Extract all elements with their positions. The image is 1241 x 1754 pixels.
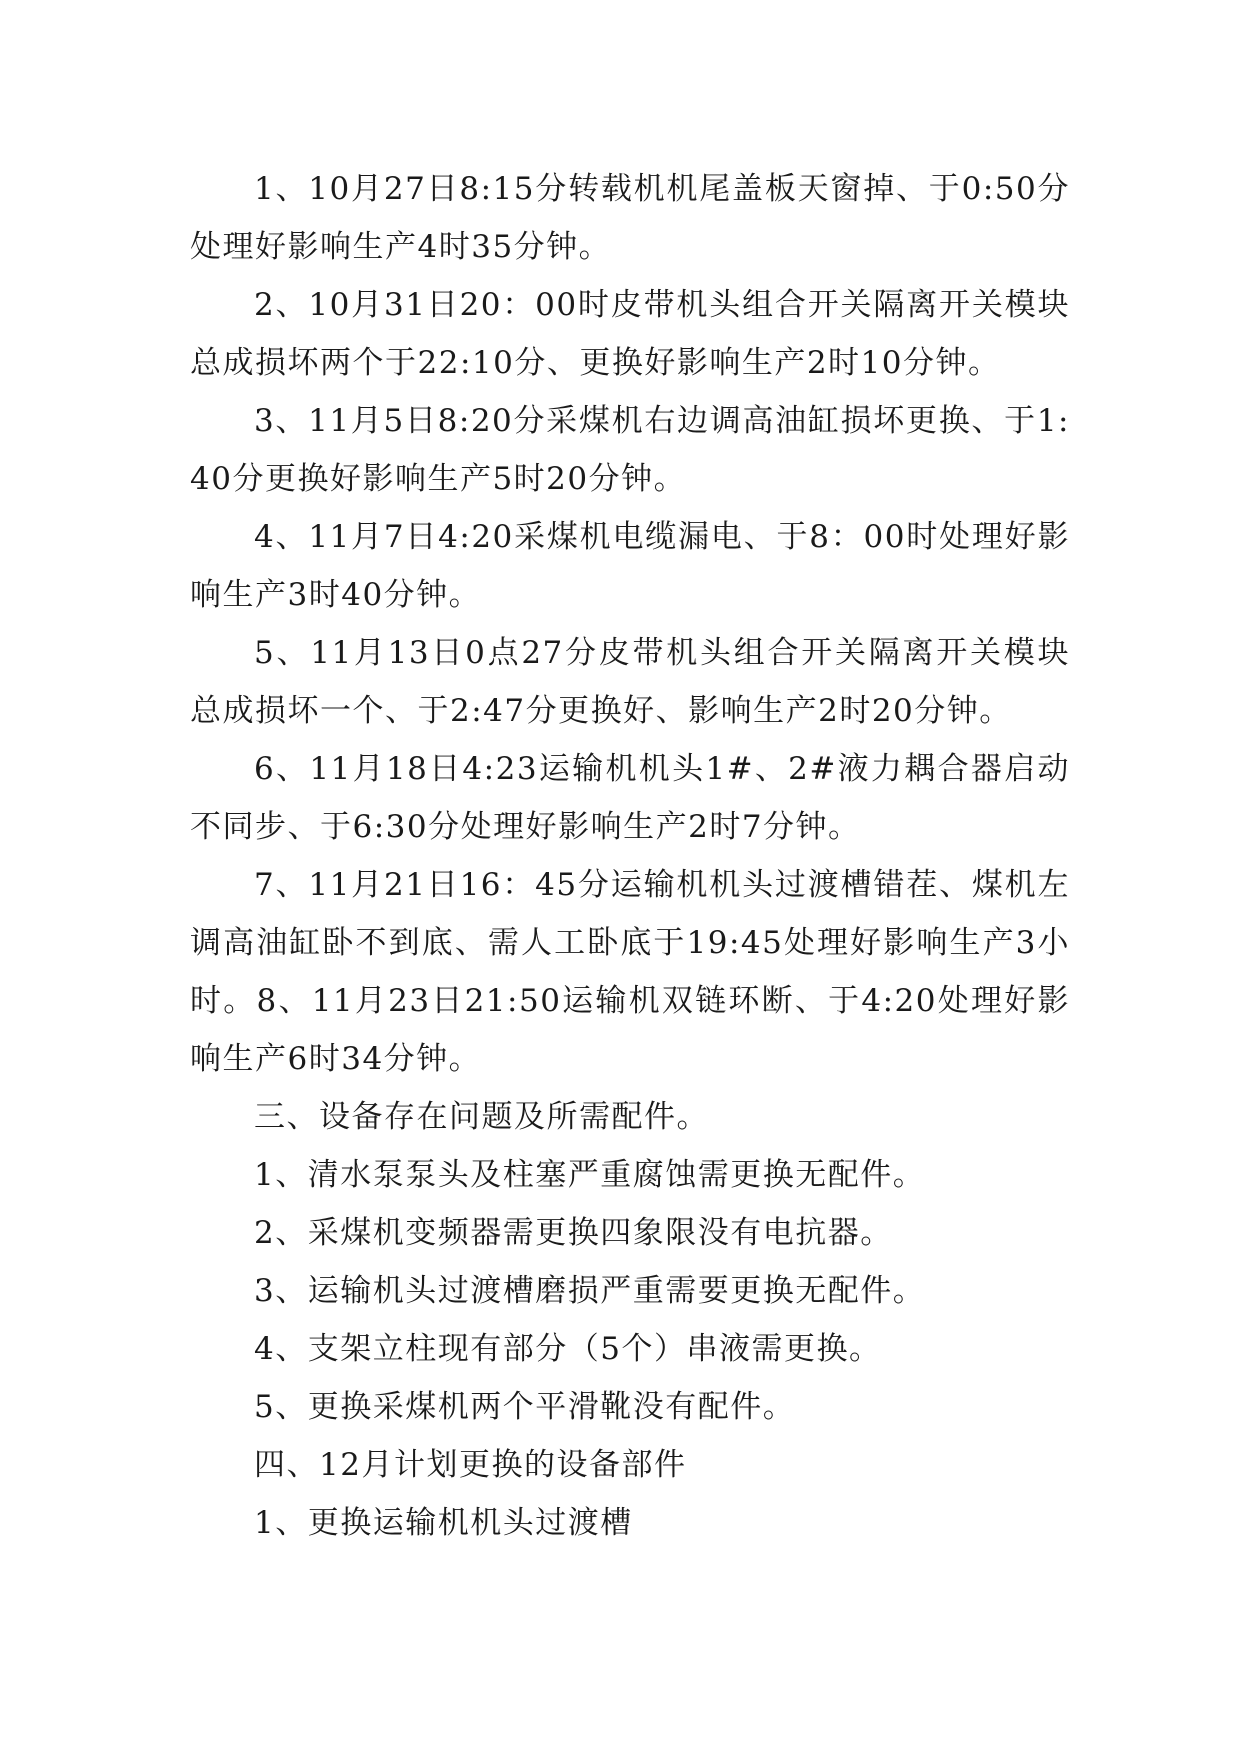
paragraph-fault-3: 3、11月5日8:20分采煤机右边调高油缸损坏更换、于1:40分更换好影响生产5时20分钟。 xyxy=(190,403,1070,497)
problem-item-4: 4、支架立柱现有部分（5个）串液需更换。 xyxy=(254,1331,882,1367)
section-heading-equipment-problems: 三、设备存在问题及所需配件。 xyxy=(254,1099,709,1135)
section-heading-december-plan: 四、12月计划更换的设备部件 xyxy=(254,1447,687,1483)
problem-item-5: 5、更换采煤机两个平滑靴没有配件。 xyxy=(254,1389,796,1425)
paragraph-fault-4: 4、11月7日4:20采煤机电缆漏电、于8：00时处理好影响生产3时40分钟。 xyxy=(190,519,1070,613)
paragraph-fault-1: 1、10月27日8:15分转载机机尾盖板天窗掉、于0:50分处理好影响生产4时35分钟。 xyxy=(190,171,1070,265)
problem-item-2: 2、采煤机变频器需更换四象限没有电抗器。 xyxy=(254,1215,893,1251)
paragraph-fault-2: 2、10月31日20：00时皮带机头组合开关隔离开关模块总成损坏两个于22:10分、更换好影响生产2时10分钟。 xyxy=(190,287,1070,381)
document-body xyxy=(190,160,1070,1552)
paragraph-fault-6: 6、11月18日4:23运输机机头1#、2#液力耦合器启动不同步、于6:30分处理好影响生产2时7分钟。 xyxy=(190,751,1070,845)
problem-item-3: 3、运输机头过渡槽磨损严重需要更换无配件。 xyxy=(254,1273,926,1309)
problem-item-1: 1、清水泵泵头及柱塞严重腐蚀需更换无配件。 xyxy=(254,1157,926,1193)
paragraph-fault-5: 5、11月13日0点27分皮带机头组合开关隔离开关模块总成损坏一个、于2:47分更换好、影响生产2时20分钟。 xyxy=(190,635,1070,729)
paragraph-fault-7-8: 7、11月21日16：45分运输机机头过渡槽错茬、煤机左调高油缸卧不到底、需人工卧底于19:45处理好影响生产3小时。8、11月23日21:50运输机双链环断、于4:20处理好影响生产6时34分钟。 xyxy=(190,867,1070,1077)
plan-item-1: 1、更换运输机机头过渡槽 xyxy=(254,1505,633,1541)
